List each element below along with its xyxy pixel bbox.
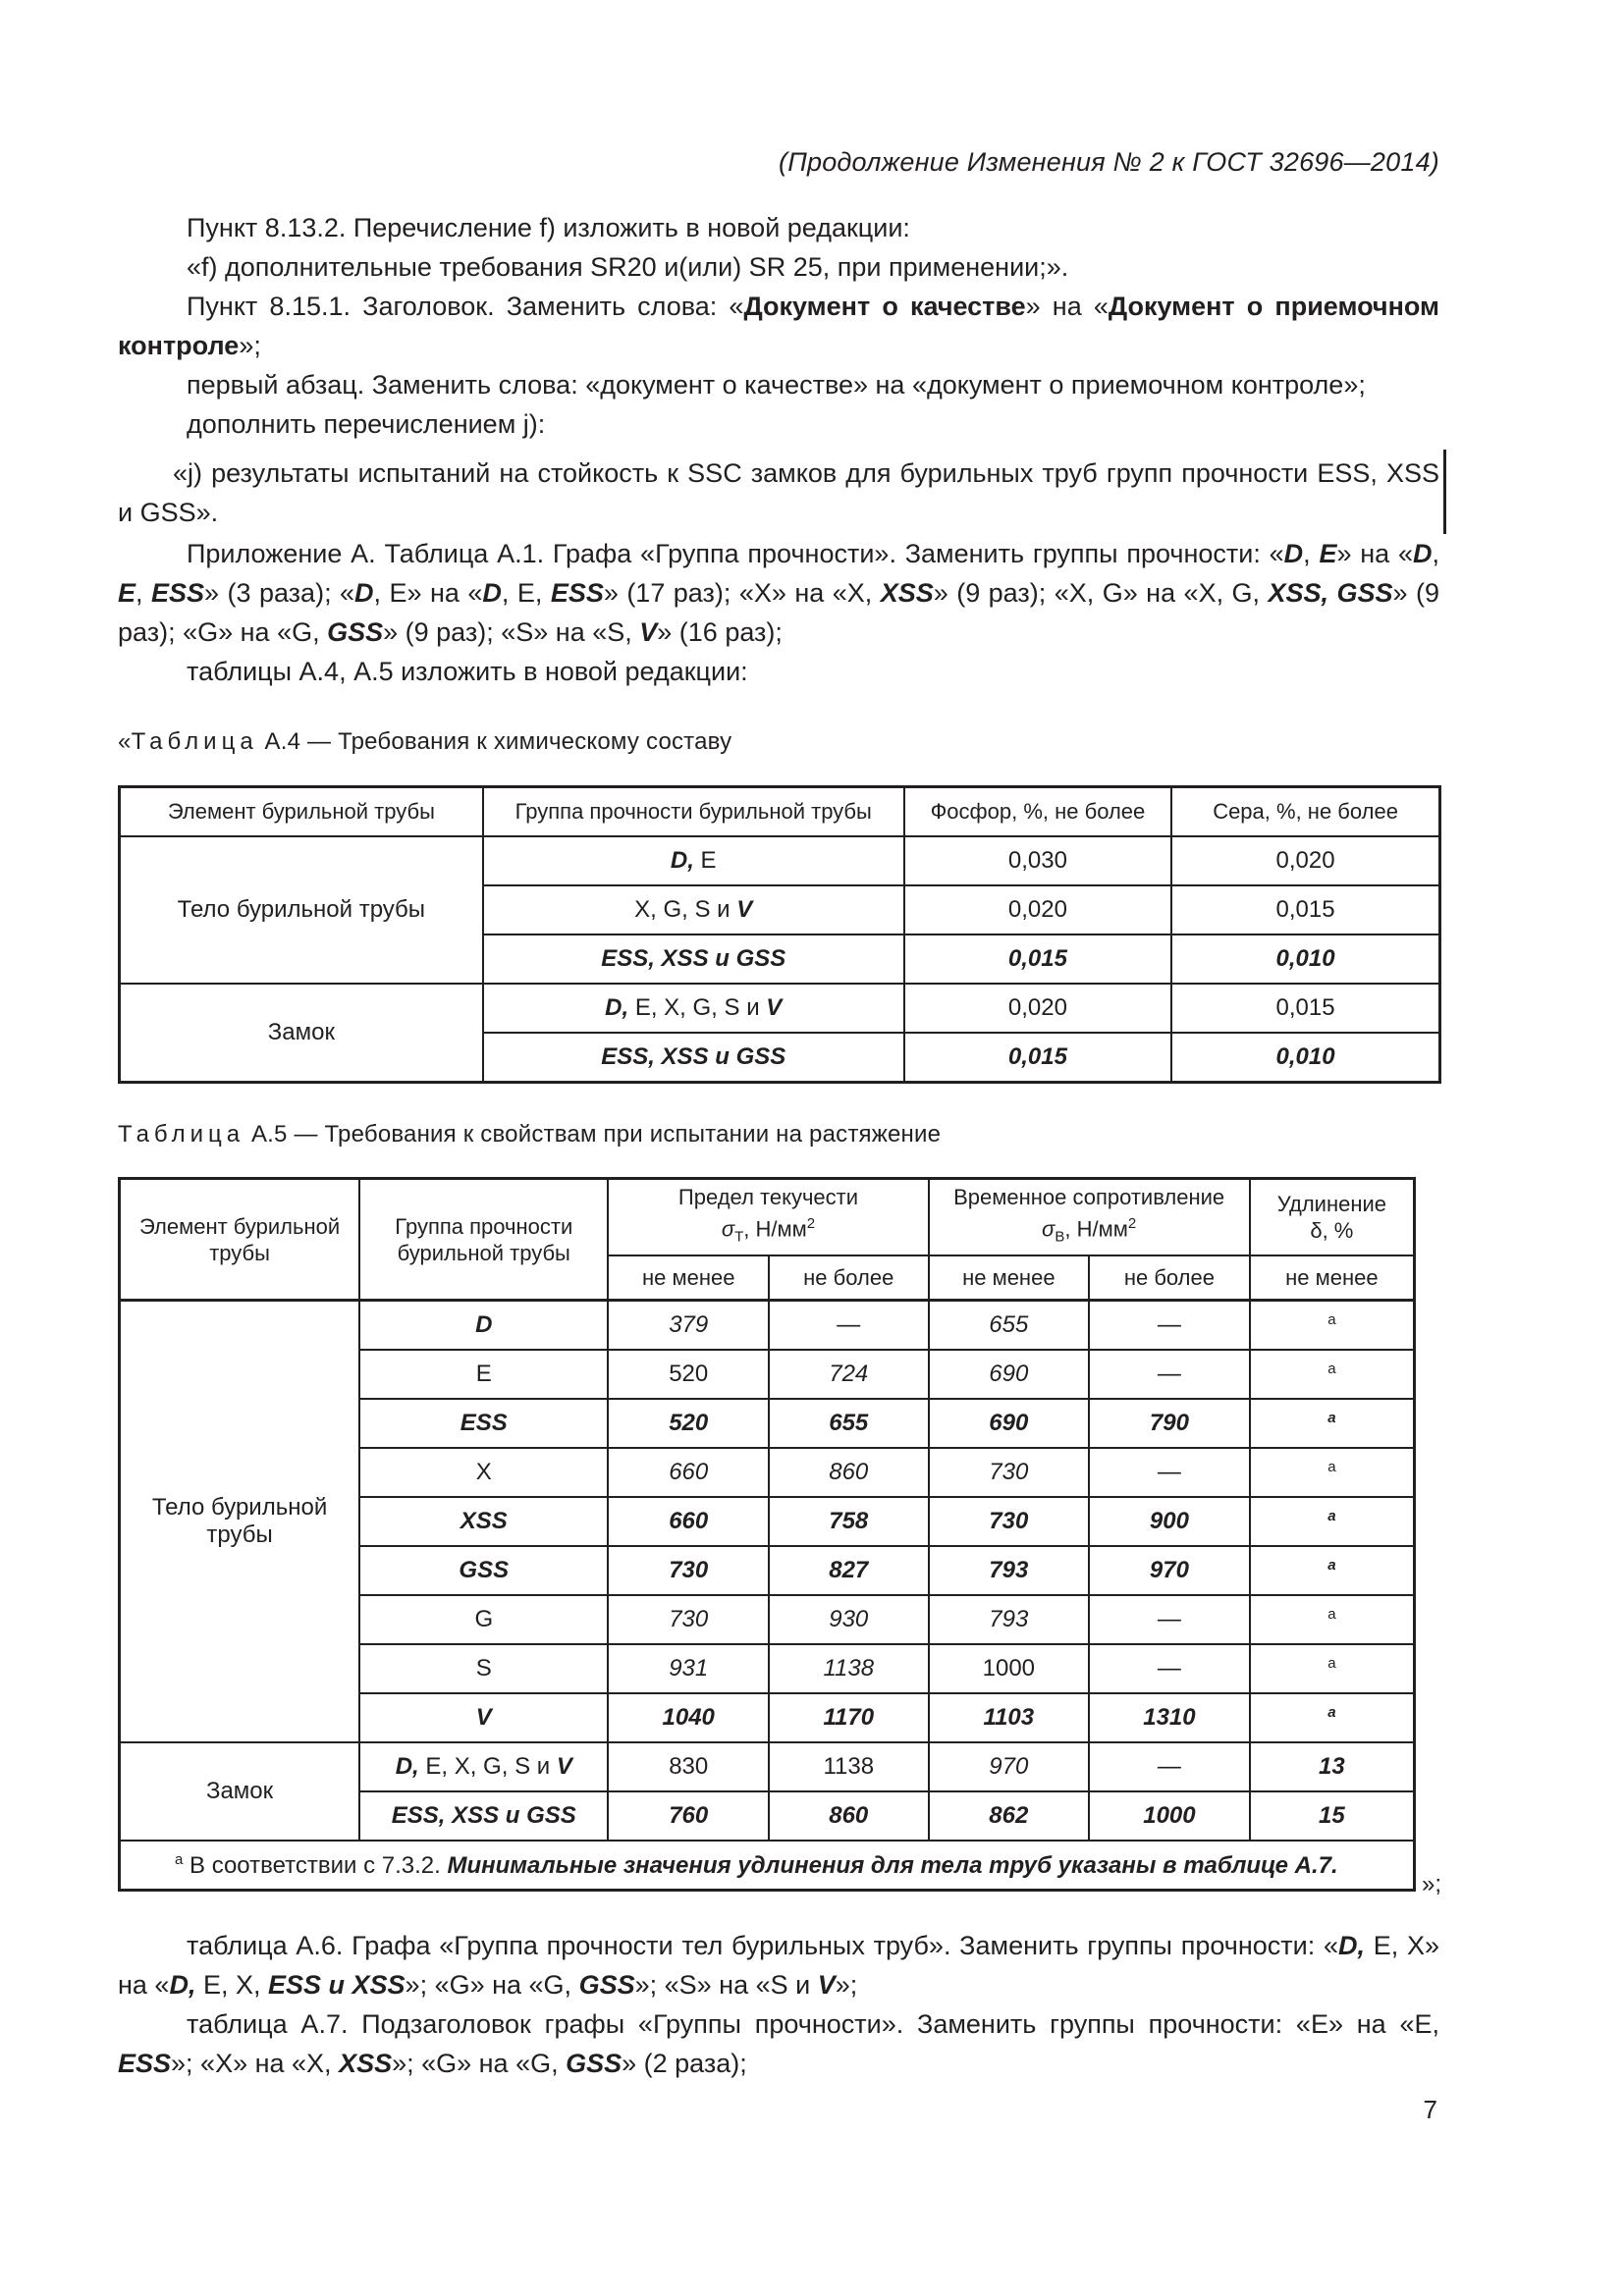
table-cell: 660 (608, 1448, 769, 1497)
table-cell: — (1089, 1595, 1250, 1644)
table-cell: 1310 (1089, 1693, 1250, 1742)
table-cell: 793 (929, 1595, 1090, 1644)
body-text-top (118, 208, 1439, 691)
paragraph: «j) результаты испытаний на стойкость к SSC замков для бурильных труб групп прочности ESS, XSS и GSS». (118, 458, 1439, 527)
table-cell: XSS (359, 1497, 608, 1546)
table-cell: 379 (608, 1301, 769, 1351)
table-cell: — (1089, 1301, 1250, 1351)
table-cell: S (359, 1644, 608, 1693)
table-cell: 860 (769, 1448, 929, 1497)
table-cell: D, E (483, 836, 904, 885)
paragraph: таблица А.7. Подзаголовок графы «Группы прочности». Заменить группы прочности: «E» на «E, ESS»; «X» на «X, XSS»; «G» на «G, GSS» (2 раза); (118, 2009, 1439, 2078)
table-cell: X, G, S и V (483, 885, 904, 934)
table-cell: 730 (608, 1595, 769, 1644)
table-cell: 1170 (769, 1693, 929, 1742)
table-cell: D (359, 1301, 608, 1351)
table-cell: G (359, 1595, 608, 1644)
table-cell: — (769, 1301, 929, 1351)
table-header-cell: Сера, %, не более (1171, 787, 1439, 837)
table-header-cell: не менее (1250, 1255, 1415, 1301)
paragraph: таблицы А.4, А.5 изложить в новой редакции: (187, 657, 748, 686)
table-header-cell: не менее (608, 1255, 769, 1301)
table-cell: 862 (929, 1791, 1090, 1841)
table-cell: 970 (1089, 1546, 1250, 1595)
table-cell: 13 (1250, 1742, 1415, 1791)
table-cell: 900 (1089, 1497, 1250, 1546)
table-cell: a (1250, 1595, 1415, 1644)
table-header-cell: не более (769, 1255, 929, 1301)
table-cell: 793 (929, 1546, 1090, 1595)
table-cell: a (1250, 1693, 1415, 1742)
table-cell: GSS (359, 1546, 608, 1595)
table-cell: V (359, 1693, 608, 1742)
table-cell: a (1250, 1546, 1415, 1595)
table-cell: 1103 (929, 1693, 1090, 1742)
page-number: 7 (1423, 2095, 1437, 2124)
table-cell: 730 (608, 1546, 769, 1595)
table-cell: 730 (929, 1497, 1090, 1546)
table-cell: ESS (359, 1399, 608, 1448)
table-a4-caption: «Таблица А.4 — Требования к химическому составу (118, 728, 732, 755)
table-a4 (118, 785, 1441, 1084)
table-cell: 520 (608, 1350, 769, 1399)
table-cell: a (1250, 1448, 1415, 1497)
table-header-cell: Элемент бурильной трубы (120, 1179, 360, 1301)
table-cell: D, E, X, G, S и V (483, 984, 904, 1033)
table-cell: 0,020 (1171, 836, 1439, 885)
body-text-bottom (118, 1926, 1439, 2083)
paragraph: таблица А.6. Графа «Группа прочности тел бурильных труб». Заменить группы прочности: «D, E, X» на «D, E, X, ESS и XSS»; «G» на «G, GSS»; «S» на «S и V»; (118, 1931, 1440, 2000)
table-cell: 660 (608, 1497, 769, 1546)
table-cell: a (1250, 1399, 1415, 1448)
table-cell: Замок (120, 984, 483, 1083)
table-cell: 760 (608, 1791, 769, 1841)
table-cell: 0,010 (1171, 934, 1439, 984)
page-header: (Продолжение Изменения № 2 к ГОСТ 32696—2014) (779, 147, 1439, 177)
table-cell: 0,020 (904, 885, 1171, 934)
table-cell: 730 (929, 1448, 1090, 1497)
table-cell: 655 (769, 1399, 929, 1448)
table-cell: ESS, XSS и GSS (359, 1791, 608, 1841)
table-cell: 724 (769, 1350, 929, 1399)
paragraph: первый абзац. Заменить слова: «документ о качестве» на «документ о приемочном контроле»; (187, 370, 1366, 400)
table-header-cell: Удлинение δ, % (1250, 1179, 1415, 1255)
table-cell: 827 (769, 1546, 929, 1595)
table-cell: E (359, 1350, 608, 1399)
change-bar (1443, 450, 1446, 534)
table-header-cell: Фосфор, %, не более (904, 787, 1171, 837)
paragraph: дополнить перечислением j): (187, 409, 546, 439)
table-header-cell: Элемент бурильной трубы (120, 787, 483, 837)
paragraph: «f) дополнительные требования SR20 и(или) SR 25, при применении;». (187, 252, 1069, 282)
table-cell: 0,015 (1171, 984, 1439, 1033)
table-cell: 930 (769, 1595, 929, 1644)
table-cell: 0,015 (1171, 885, 1439, 934)
table-header-cell: не менее (929, 1255, 1090, 1301)
table-cell: ESS, XSS и GSS (483, 934, 904, 984)
table-a5 (118, 1177, 1416, 1892)
table-cell: 520 (608, 1399, 769, 1448)
table-cell: X (359, 1448, 608, 1497)
table-cell: — (1089, 1742, 1250, 1791)
table-cell: 1000 (929, 1644, 1090, 1693)
table-cell: 1040 (608, 1693, 769, 1742)
table-cell: 0,010 (1171, 1033, 1439, 1083)
table-header-cell: Группа прочности бурильной трубы (483, 787, 904, 837)
table-cell: — (1089, 1350, 1250, 1399)
table-cell: 0,020 (904, 984, 1171, 1033)
table-cell: 830 (608, 1742, 769, 1791)
paragraph: Приложение А. Таблица А.1. Графа «Группа прочности». Заменить группы прочности: «D, E» на «D, E, ESS» (3 раза); «D, E» на «D, E, ESS» (17 раз); «X» на «X, XSS» (9 раз); «X, G» на «X, G, XSS, GSS» (9 раз); «G» на «G, GSS» (9 раз); «S» на «S, V» (16 раз); (118, 539, 1439, 647)
table-header-cell: Временное сопротивление $\sigma_В$, $Н/мм^2$ (929, 1179, 1250, 1255)
table-cell: D, E, X, G, S и V (359, 1742, 608, 1791)
quote-end: »; (1422, 1871, 1442, 1897)
table-cell: 860 (769, 1791, 929, 1841)
table-cell: ESS, XSS и GSS (483, 1033, 904, 1083)
table-cell: 931 (608, 1644, 769, 1693)
table-header-cell: Предел текучести $\sigma_Т$, $Н/мм^2$ (608, 1179, 928, 1255)
table-cell: Тело бурильной трубы (120, 836, 483, 984)
table-a5-caption: Таблица А.5 — Требования к свойствам при испытании на растяжение (118, 1121, 942, 1148)
table-cell: 655 (929, 1301, 1090, 1351)
table-header-cell: не более (1089, 1255, 1250, 1301)
table-cell: 690 (929, 1399, 1090, 1448)
table-cell: — (1089, 1448, 1250, 1497)
table-cell: a (1250, 1301, 1415, 1351)
paragraph: Пункт 8.13.2. Перечисление f) изложить в новой редакции: (187, 213, 910, 242)
table-cell: Замок (120, 1742, 360, 1841)
table-footnote: $^a$ В соответствии с 7.3.2. Минимальные значения удлинения для тела труб указаны в таблице А.7. (120, 1841, 1415, 1891)
table-cell: 0,015 (904, 934, 1171, 984)
table-cell: 790 (1089, 1399, 1250, 1448)
table-cell: a (1250, 1497, 1415, 1546)
table-cell: 1138 (769, 1644, 929, 1693)
paragraph: Пункт 8.15.1. Заголовок. Заменить слова: «Документ о качестве» на «Документ о приемочном контроле»; (118, 292, 1439, 360)
table-cell: 0,030 (904, 836, 1171, 885)
table-cell: 758 (769, 1497, 929, 1546)
table-cell: Тело бурильной трубы (120, 1301, 360, 1743)
table-cell: a (1250, 1644, 1415, 1693)
table-cell: 15 (1250, 1791, 1415, 1841)
table-cell: 1138 (769, 1742, 929, 1791)
table-cell: 0,015 (904, 1033, 1171, 1083)
table-cell: 970 (929, 1742, 1090, 1791)
table-cell: 690 (929, 1350, 1090, 1399)
table-cell: 1000 (1089, 1791, 1250, 1841)
table-header-cell: Группа прочности бурильной трубы (359, 1179, 608, 1301)
table-cell: — (1089, 1644, 1250, 1693)
table-cell: a (1250, 1350, 1415, 1399)
